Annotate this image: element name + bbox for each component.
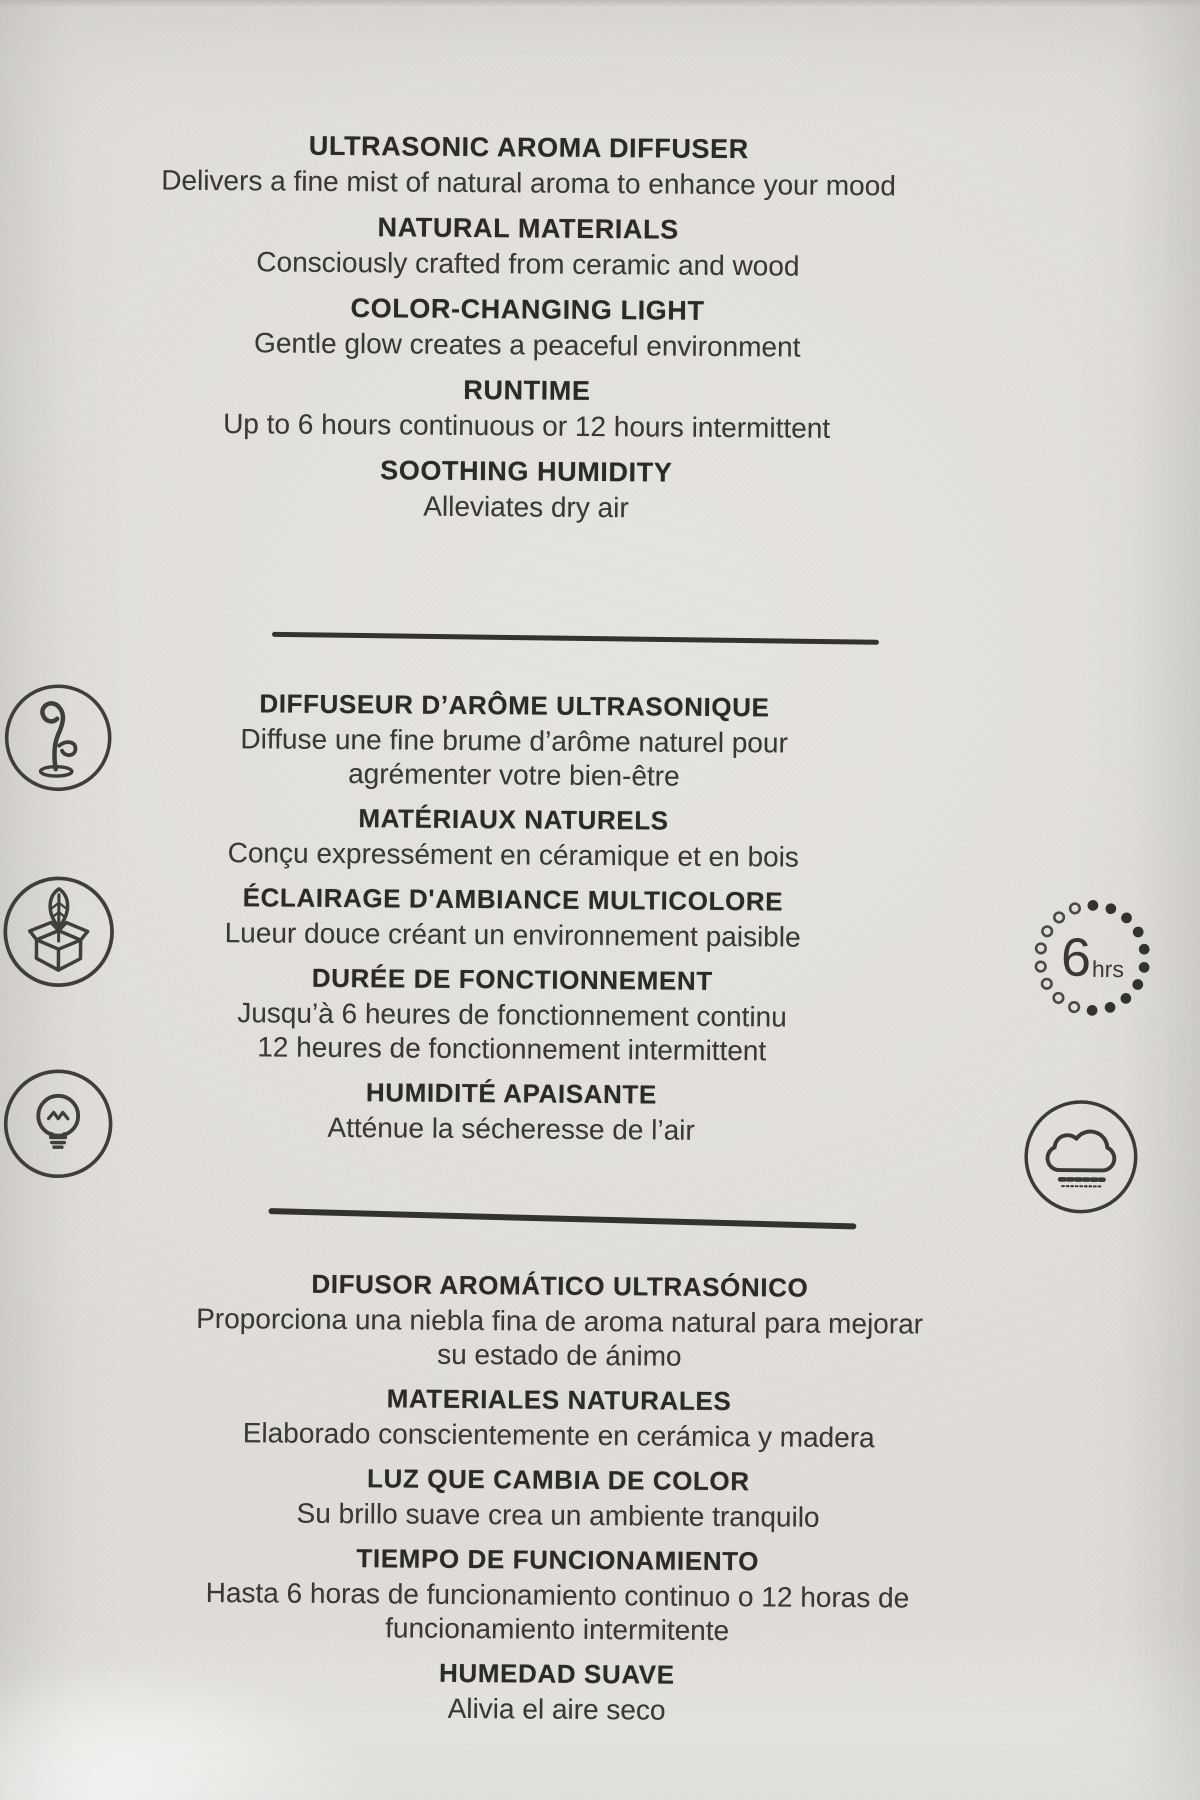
feature-title: DIFFUSEUR D’ARÔME ULTRASONIQUE <box>259 688 770 723</box>
section-english <box>0 125 1059 538</box>
feature-desc: Alleviates dry air <box>423 490 629 524</box>
divider <box>272 632 879 645</box>
divider <box>268 1208 856 1229</box>
feature-title: ULTRASONIC AROMA DIFFUSER <box>308 130 749 165</box>
lightbulb-icon <box>1 1063 116 1184</box>
feature-title: DIFUSOR AROMÁTICO ULTRASÓNICO <box>311 1268 809 1303</box>
feature-block <box>4 1263 1115 1377</box>
feature-title: MATERIALES NATURALES <box>386 1383 732 1417</box>
eco-packaging-icon <box>0 871 117 992</box>
feature-desc: Delivers a fine mist of natural aroma to enhance your mood <box>161 164 896 202</box>
section-spanish <box>1 1263 1115 1740</box>
feature-title: HUMEDAD SUAVE <box>438 1657 675 1690</box>
feature-desc: Alivia el aire seco <box>447 1692 666 1726</box>
feature-block <box>4 1377 1115 1457</box>
feature-desc: Diffuse une fine brume d’arôme naturel pour <box>240 723 788 759</box>
feature-block <box>0 287 1058 366</box>
feature-title: SOOTHING HUMIDITY <box>380 455 673 488</box>
feature-block <box>0 1071 1032 1150</box>
feature-desc: funcionamiento intermitente <box>385 1612 730 1647</box>
runtime-6hrs-badge <box>1022 887 1163 1028</box>
feature-desc: agrémenter votre bien-être <box>348 758 680 792</box>
feature-title: NATURAL MATERIALS <box>377 212 679 245</box>
feature-desc: Su brillo suave crea un ambiente tranquilo <box>296 1497 820 1533</box>
feature-title: ÉCLAIRAGE D'AMBIANCE MULTICOLORE <box>242 882 784 917</box>
feature-block <box>0 797 1034 876</box>
runtime-hours-value: 6 <box>1060 927 1092 988</box>
feature-title: HUMIDITÉ APAISANTE <box>365 1077 658 1110</box>
feature-desc: Gentle glow creates a peaceful environment <box>254 327 801 363</box>
aroma-mist-icon <box>2 673 115 802</box>
feature-desc: Atténue la sécheresse de l’air <box>327 1111 695 1146</box>
feature-desc: Up to 6 hours continuous or 12 hours intermittent <box>223 408 831 444</box>
section-french <box>0 683 1035 1159</box>
feature-block <box>0 368 1057 447</box>
feature-block <box>1 1651 1112 1731</box>
feature-title: DURÉE DE FONCTIONNEMENT <box>311 962 713 996</box>
feature-title: COLOR-CHANGING LIGHT <box>350 293 705 326</box>
feature-title: MATÉRIAUX NATURELS <box>358 803 669 836</box>
feature-block <box>3 1457 1114 1537</box>
feature-title: LUZ QUE CAMBIA DE COLOR <box>366 1463 750 1497</box>
feature-desc: su estado de ánimo <box>437 1338 682 1372</box>
feature-desc: 12 heures de fonctionnement intermittent <box>257 1031 767 1067</box>
feature-block <box>0 877 1033 956</box>
feature-desc: Jusqu’à 6 heures de fonctionnement continu <box>237 997 787 1033</box>
feature-block <box>0 683 1035 796</box>
feature-desc: Consciously crafted from ceramic and wood <box>256 246 800 282</box>
feature-desc: Conçu expressément en céramique et en bois <box>227 837 800 873</box>
feature-desc: Hasta 6 horas de funcionamiento continuo o 12 horas de <box>205 1576 910 1614</box>
feature-desc: Proporciona una niebla fina de aroma natural para mejorar <box>196 1302 924 1340</box>
feature-block <box>2 1537 1113 1651</box>
feature-block <box>0 206 1058 285</box>
humidity-cloud-icon <box>1018 1093 1143 1220</box>
feature-title: TIEMPO DE FUNCIONAMIENTO <box>356 1543 760 1577</box>
feature-block <box>0 449 1056 528</box>
runtime-hours-label <box>1022 887 1163 1028</box>
feature-desc: Lueur douce créant un environnement paisible <box>224 917 801 953</box>
feature-block <box>0 957 1032 1070</box>
feature-title: RUNTIME <box>463 374 591 406</box>
feature-desc: Elaborado conscientemente en cerámica y madera <box>242 1417 875 1454</box>
feature-block <box>0 125 1059 204</box>
runtime-hours-unit: hrs <box>1091 955 1125 982</box>
